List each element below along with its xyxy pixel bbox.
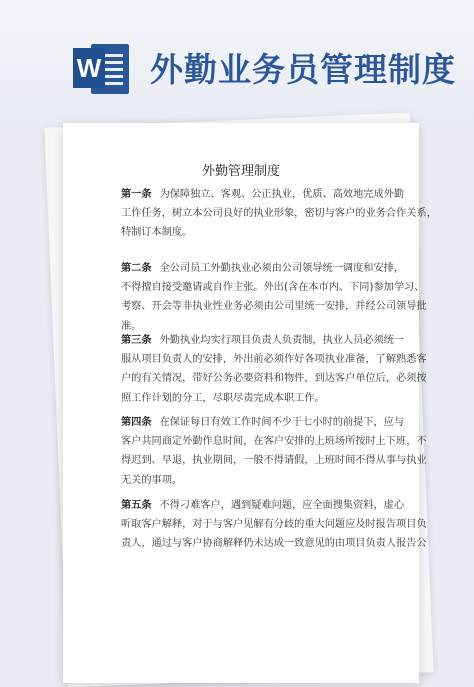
article-3	[121, 331, 427, 408]
article-line	[121, 413, 405, 432]
article-2	[121, 259, 427, 336]
banner-title: 外勤业务员管理制度	[150, 50, 456, 89]
article-head: 第四条	[121, 417, 152, 428]
article-head: 第五条	[121, 500, 152, 511]
article-5	[121, 496, 427, 554]
article-text: 不得刁难客户，遇到疑难问题，应全面搜集资料，虚心	[159, 500, 405, 511]
article-line: 考察、开会等非执业性业务必须由公司里统一安排，并经公司领导批	[121, 301, 427, 313]
word-letter-w: W	[73, 48, 105, 88]
word-logo-icon	[73, 42, 129, 96]
article-text: 在保证每日有效工作时间不少于七小时的前提下，应与	[159, 417, 405, 428]
article-line: 客户共同商定外勤作息时间，在客户安排的上班场所按时上下班，不	[121, 436, 427, 448]
article-line: 特制订本制度。	[121, 227, 193, 239]
article-head: 第一条	[121, 189, 152, 200]
article-1	[121, 185, 437, 243]
article-4	[121, 413, 427, 490]
article-text: 全公司员工外勤执业必须由公司领导统一调度和安排，	[159, 263, 405, 274]
article-line: 工作任务，树立本公司良好的执业形象，密切与客户的业务合作关系，	[121, 208, 437, 220]
document-page	[63, 123, 437, 683]
article-line	[121, 259, 405, 278]
article-line	[121, 185, 405, 204]
article-line	[121, 331, 405, 350]
article-line: 责人，通过与客户协商解释仍未达成一致意见的由项目负责人报告公	[121, 538, 427, 550]
document-title: 外勤管理制度	[201, 164, 280, 179]
article-line: 准。	[121, 320, 142, 332]
article-text: 为保障独立、客观、公正执业，优质、高效地完成外勤	[159, 189, 405, 200]
article-line: 户的有关情况，带好公务必要资料和物件，到达客户单位后，必须按	[121, 373, 427, 385]
article-line	[121, 496, 405, 515]
article-line: 得迟到、早退，执业期间，一般不得请假，上班时间不得从事与执业	[121, 455, 427, 467]
article-line: 服从项目负责人的安排，外出前必须作好各项执业准备，了解熟悉客	[121, 354, 427, 366]
banner	[0, 0, 474, 122]
article-head: 第三条	[121, 335, 152, 346]
article-line: 听取客户解释，对于与客户见解有分歧的重大问题应及时报告项目负	[121, 519, 427, 531]
article-line: 照工作计划的分工，尽职尽责完成本职工作。	[121, 392, 325, 404]
article-line: 无关的事项。	[121, 474, 183, 486]
article-line: 不得擅自接受邀请或自作主张。外出(含在本市内、下同)参加学习、	[121, 282, 425, 294]
article-text: 外勤执业均实行项目负责人负责制，执业人员必须统一	[159, 335, 405, 346]
article-head: 第二条	[121, 263, 152, 274]
